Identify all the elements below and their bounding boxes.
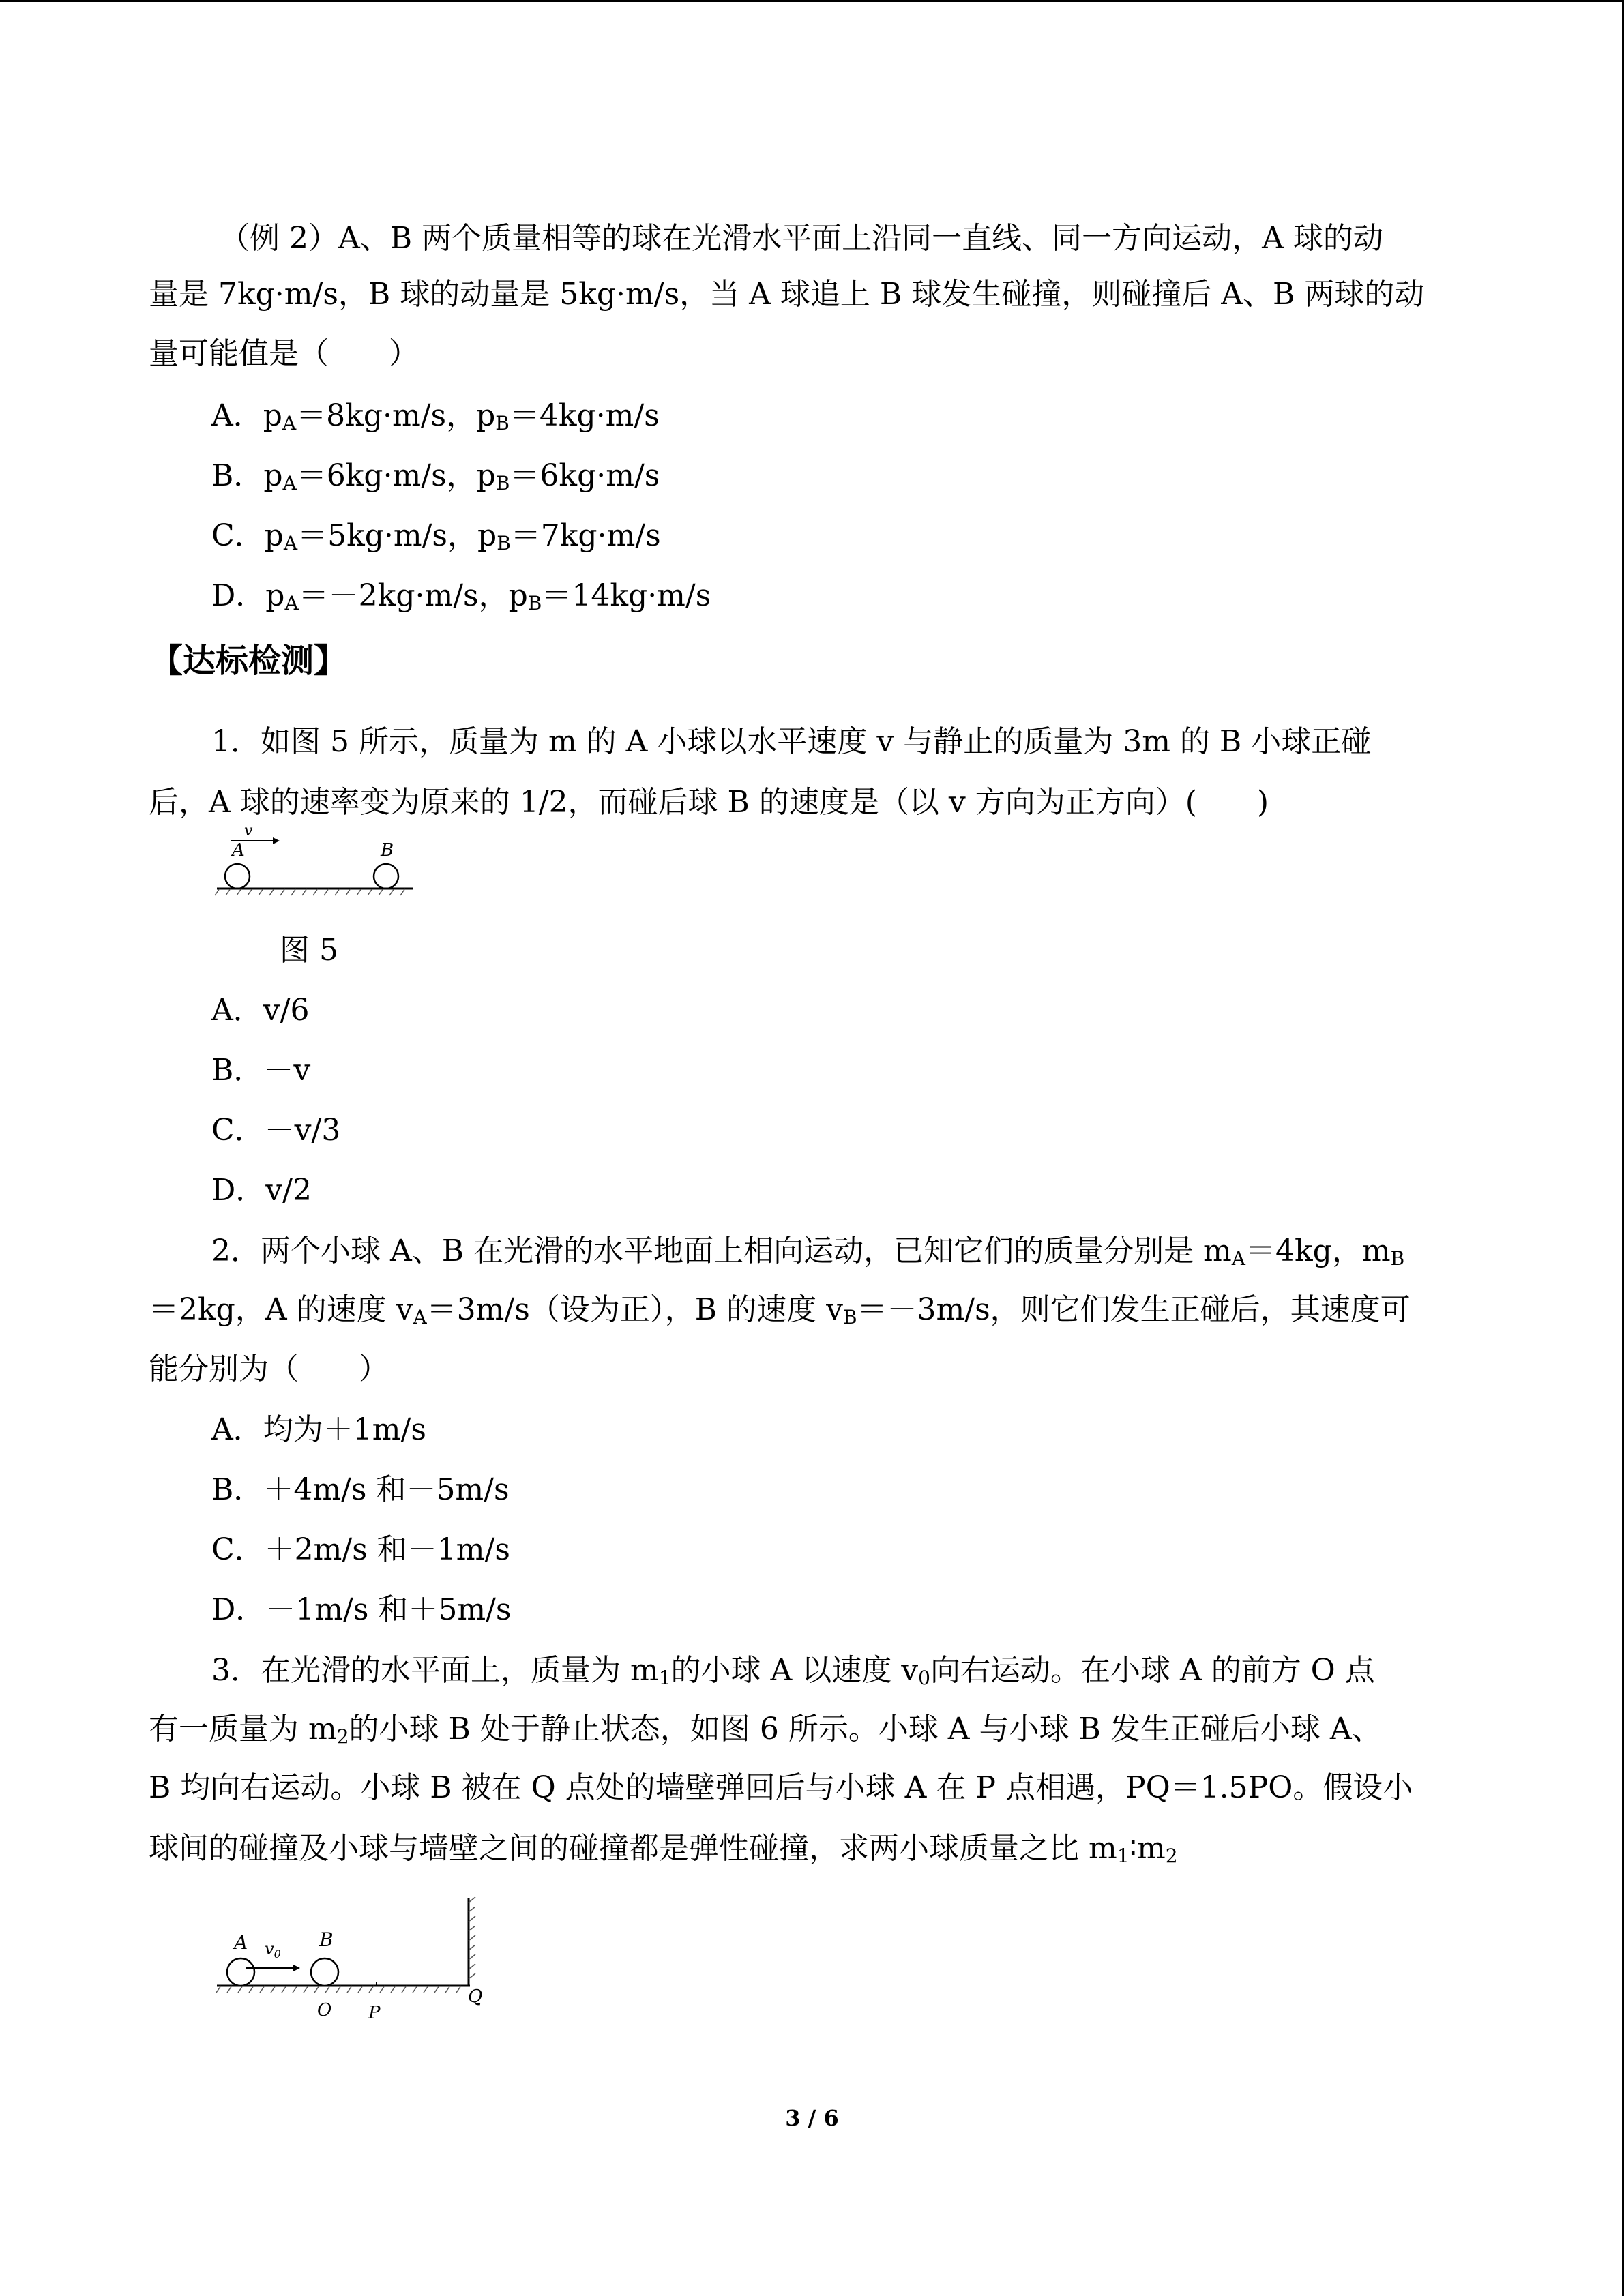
q2-line-2: [149, 1292, 1411, 1328]
p-symbol: p: [263, 398, 282, 433]
example2-line-3: 量可能值是（ ）: [149, 336, 419, 371]
figure-6-diagram: [205, 1889, 505, 2032]
pa-value: ＝8kg·m/s，: [296, 398, 477, 433]
example2-line-2: 量是 7kg·m/s，B 球的动量是 5kg·m/s，当 A 球追上 B 球发生碰撞，则碰撞后 A、B 两球的动: [149, 277, 1425, 312]
text: 向右运动。在小球 A 的前方 O 点: [930, 1653, 1375, 1688]
text: 有一质量为 m: [149, 1712, 337, 1746]
p-symbol: p: [265, 578, 285, 613]
p-sub-a: A: [282, 472, 297, 494]
section-title: 【达标检测】: [150, 642, 347, 680]
option-label: C．: [211, 518, 265, 553]
q1-option-d: D．v/2: [211, 1173, 312, 1208]
page-number: 3 / 6: [785, 2105, 839, 2131]
q2-line-3: 能分别为（ ）: [149, 1352, 389, 1386]
p-symbol: p: [263, 458, 283, 493]
p-symbol: p: [476, 398, 496, 433]
text: 3．在光滑的水平面上，质量为 m: [211, 1653, 659, 1688]
q1-line-1: 1．如图 5 所示，质量为 m 的 A 小球以水平速度 v 与静止的质量为 3m 的 B 小球正碰: [211, 724, 1372, 759]
velocity-label: v: [244, 822, 253, 839]
pa-value: ＝5kg·m/s，: [297, 518, 478, 553]
p-symbol: p: [508, 578, 528, 613]
figure-5-caption: 图 5: [280, 933, 338, 968]
pb-value: ＝4kg·m/s: [509, 398, 660, 433]
pb-value: ＝6kg·m/s: [510, 458, 660, 493]
option-label: B．: [211, 458, 264, 493]
text: ＝3m/s（设为正），B 的速度 v: [426, 1292, 843, 1327]
subscript: 1: [1117, 1845, 1130, 1867]
point-o-label: O: [317, 2000, 332, 2021]
q1-line-2: 后，A 球的速率变为原来的 1/2，而碰后球 B 的速度是（以 v 方向为正方向）( ): [149, 785, 1269, 820]
p-sub-a: A: [282, 412, 297, 434]
subscript: A: [413, 1306, 427, 1328]
q2-option-b: B．＋4m/s 和－5m/s: [211, 1472, 510, 1507]
q1-option-c: C．－v/3: [211, 1113, 341, 1148]
p-symbol: p: [477, 518, 497, 553]
q2-option-a: A．均为＋1m/s: [211, 1412, 426, 1447]
point-p-label: P: [368, 2003, 381, 2023]
ball-b-label: B: [319, 1928, 334, 1951]
p-sub-b: B: [495, 412, 510, 434]
text: ＝2kg，A 的速度 v: [149, 1292, 413, 1327]
q3-line-2: [149, 1712, 1382, 1748]
p-sub-b: B: [497, 532, 511, 554]
velocity-arrowhead: [273, 837, 280, 844]
option-label: D．: [211, 578, 266, 613]
subscript: B: [842, 1306, 857, 1328]
p-symbol: p: [476, 458, 496, 493]
example2-option-c: [211, 518, 661, 554]
example2-line-1: （例 2）A、B 两个质量相等的球在光滑水平面上沿同一直线、同一方向运动，A 球的动: [220, 221, 1383, 256]
q3-line-3: B 均向右运动。小球 B 被在 Q 点处的墙壁弹回后与小球 A 在 P 点相遇，PQ＝1.5PO。假设小: [149, 1770, 1413, 1805]
p-sub-b: B: [495, 472, 510, 494]
velocity-arrowhead: [293, 1965, 300, 1971]
text: ＝4kg，m: [1245, 1234, 1391, 1268]
q2-line-1: [211, 1234, 1405, 1270]
option-label: A．: [211, 398, 263, 433]
q2-option-d: D．－1m/s 和＋5m/s: [211, 1592, 512, 1627]
text: 球间的碰撞及小球与墙壁之间的碰撞都是弹性碰撞，求两小球质量之比 m: [149, 1831, 1117, 1866]
subscript: 0: [918, 1667, 930, 1689]
figure-5-diagram: [205, 822, 423, 904]
pa-value: ＝－2kg·m/s，: [298, 578, 509, 613]
pa-value: ＝6kg·m/s，: [296, 458, 477, 493]
example2-option-a: [211, 398, 660, 434]
text: 的小球 B 处于静止状态，如图 6 所示。小球 A 与小球 B 发生正碰后小球 A、: [349, 1712, 1382, 1746]
ball-b-label: B: [381, 840, 394, 861]
q2-option-c: C．＋2m/s 和－1m/s: [211, 1532, 510, 1567]
q1-option-b: B．－v: [211, 1053, 311, 1088]
ball-a-label: A: [234, 1931, 248, 1954]
ball-a: [225, 864, 250, 889]
subscript: A: [1231, 1247, 1246, 1270]
text: ∶m: [1129, 1831, 1166, 1866]
ball-b: [374, 864, 398, 889]
velocity-subscript: 0: [274, 1948, 281, 1960]
ball-b: [311, 1958, 338, 1986]
velocity-label: $v_0$: [265, 1939, 281, 1960]
example2-option-d: [211, 578, 711, 614]
subscript: B: [1390, 1247, 1405, 1270]
point-q-label: Q: [468, 1986, 483, 2007]
q3-line-4: [149, 1831, 1178, 1867]
subscript: 2: [1165, 1845, 1178, 1867]
p-sub-a: A: [284, 592, 299, 614]
subscript: 1: [658, 1667, 671, 1689]
text: 2．两个小球 A、B 在光滑的水平地面上相向运动，已知它们的质量分别是 m: [211, 1234, 1232, 1268]
p-symbol: p: [264, 518, 284, 553]
ball-a-label: A: [232, 840, 245, 861]
pb-value: ＝14kg·m/s: [542, 578, 711, 613]
p-sub-a: A: [283, 532, 298, 554]
q1-option-a: A．v/6: [211, 993, 310, 1028]
pb-value: ＝7kg·m/s: [510, 518, 661, 553]
page-top-border: [0, 0, 1624, 2]
ball-a: [227, 1958, 254, 1986]
example2-option-b: [211, 458, 660, 494]
p-sub-b: B: [527, 592, 542, 614]
subscript: 2: [336, 1725, 349, 1748]
text: ＝－3m/s，则它们发生正碰后，其速度可: [857, 1292, 1411, 1327]
text: 的小球 A 以速度 v: [670, 1653, 919, 1688]
q3-line-1: [211, 1653, 1375, 1689]
